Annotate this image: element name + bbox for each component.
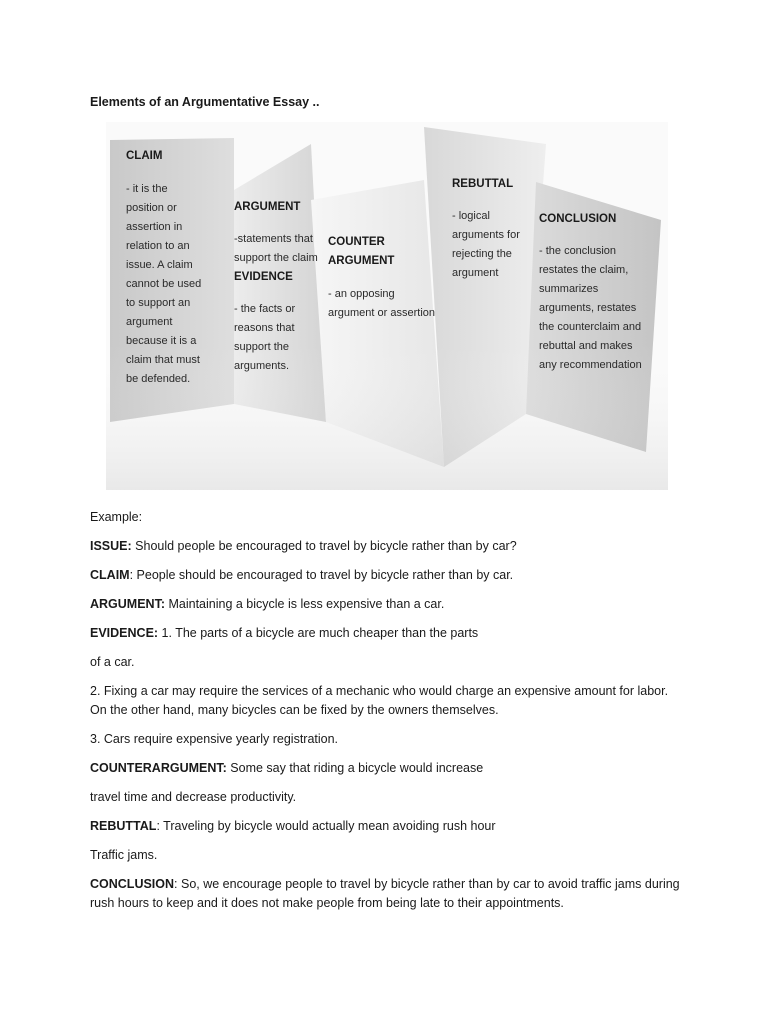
svg-text:be defended.: be defended. (126, 373, 191, 385)
counterargument-paragraph (90, 759, 690, 778)
counterargument-continuation: travel time and decrease productivity. (90, 790, 297, 804)
svg-text:arguments, restates: arguments, restates (539, 302, 637, 314)
svg-text:support the claim: support the claim (234, 252, 318, 264)
svg-text:rejecting the: rejecting the (452, 248, 512, 260)
svg-text:claim that must: claim that must (126, 354, 200, 366)
issue-label: ISSUE: (90, 539, 132, 553)
conclusion-label: CONCLUSION (539, 213, 617, 225)
claim-paragraph (90, 566, 690, 585)
conclusion-paragraph (90, 875, 710, 913)
issue-text: Should people be encouraged to travel by bicycle rather than by car? (131, 539, 517, 553)
counterargument-text: Some say that riding a bicycle would increase (226, 761, 484, 775)
svg-text:argument or assertion: argument or assertion (328, 307, 435, 319)
claim-label: CLAIM (126, 150, 163, 162)
svg-text:arguments.: arguments. (234, 360, 290, 372)
evidence-text: 1. The parts of a bicycle are much cheaper than the parts (158, 626, 479, 640)
svg-text:argument: argument (126, 316, 173, 328)
svg-text:any recommendation: any recommendation (539, 359, 642, 371)
svg-text:to support an: to support an (126, 297, 191, 309)
svg-text:support the: support the (234, 341, 290, 353)
argument-label: ARGUMENT (234, 201, 301, 213)
svg-text:issue. A claim: issue. A claim (126, 259, 193, 271)
svg-text:- it is the: - it is the (126, 183, 168, 195)
rebuttal-label: REBUTTAL (452, 178, 514, 190)
evidence-continuation: of a car. (90, 655, 135, 669)
svg-text:assertion in: assertion in (126, 221, 183, 233)
rebuttal-paragraph (90, 817, 690, 836)
evidence-label: EVIDENCE: (90, 626, 159, 640)
svg-text:ARGUMENT: ARGUMENT (328, 255, 395, 267)
evidence-paragraph (90, 624, 690, 643)
svg-text:the counterclaim and: the counterclaim and (539, 321, 642, 333)
claim-label: CLAIM (90, 568, 130, 582)
svg-text:summarizes: summarizes (539, 283, 599, 295)
evidence-point-3: 3. Cars require expensive yearly registration. (90, 732, 339, 746)
svg-text:- the conclusion: - the conclusion (539, 245, 617, 257)
svg-text:- an opposing: - an opposing (328, 288, 395, 300)
svg-text:cannot be used: cannot be used (126, 278, 202, 290)
document-title: Elements of an Argumentative Essay .. (90, 95, 320, 109)
svg-text:argument: argument (452, 267, 499, 279)
argument-paragraph (90, 595, 690, 614)
argument-label: ARGUMENT: (90, 597, 165, 611)
rebuttal-continuation: Traffic jams. (90, 848, 158, 862)
svg-text:- the facts or: - the facts or (234, 303, 296, 315)
rebuttal-label: REBUTTAL (90, 819, 157, 833)
claim-text: : People should be encouraged to travel by bicycle rather than by car. (129, 568, 514, 582)
counterargument-label: COUNTERARGUMENT: (90, 761, 227, 775)
svg-text:position or: position or (126, 202, 177, 214)
conclusion-text-line2: rush hours to keep and it does not make people from being late to their appointments. (90, 896, 564, 910)
rebuttal-text: : Traveling by bicycle would actually mean avoiding rush hour (156, 819, 496, 833)
evidence-label: EVIDENCE (234, 271, 293, 283)
svg-text:arguments for: arguments for (452, 229, 520, 241)
svg-text:because it is a: because it is a (126, 335, 197, 347)
svg-text:reasons that: reasons that (234, 322, 295, 334)
argumentative-elements-figure (106, 122, 668, 490)
folded-panels-graphic (106, 122, 668, 490)
svg-text:-statements that: -statements that (234, 233, 313, 245)
svg-text:relation to an: relation to an (126, 240, 190, 252)
argument-text: Maintaining a bicycle is less expensive than a car. (165, 597, 445, 611)
svg-text:COUNTER: COUNTER (328, 236, 385, 248)
svg-text:restates the claim,: restates the claim, (539, 264, 629, 276)
conclusion-text-line1: : So, we encourage people to travel by bicycle rather than by car to avoid traffic jams during (174, 877, 680, 891)
svg-text:rebuttal and makes: rebuttal and makes (539, 340, 633, 352)
svg-text:- logical: - logical (452, 210, 490, 222)
conclusion-label: CONCLUSION (90, 877, 175, 891)
issue-paragraph (90, 537, 690, 556)
example-heading: Example: (90, 510, 143, 524)
evidence-point-2: 2. Fixing a car may require the services of a mechanic who would charge an expensive amount for labor. On the other hand, many bicycles can be fixed by the owners themselves. (90, 684, 669, 717)
